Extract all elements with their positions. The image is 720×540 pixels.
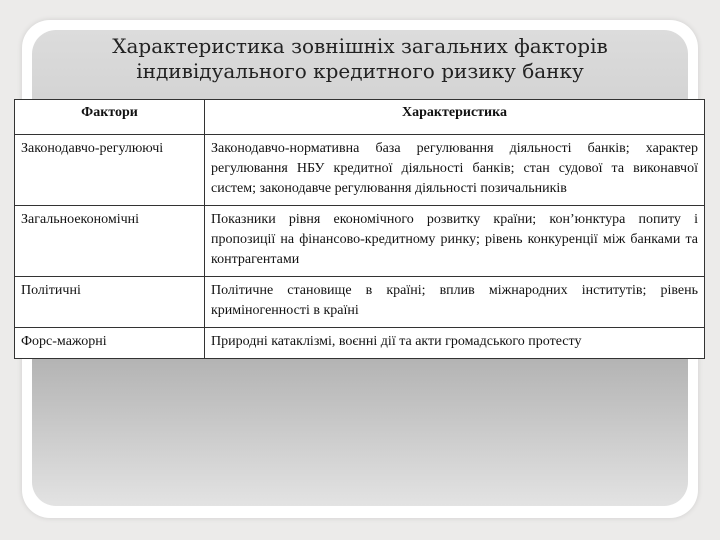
title-line-1: Характеристика зовнішніх загальних факторів [112,34,608,58]
header-characteristic: Характеристика [205,100,705,135]
description-cell: Природні катаклізмі, воєнні дії та акти громадського протесту [205,328,705,359]
table-row [15,135,705,206]
factors-table [14,99,705,359]
factor-cell: Законодавчо-регулюючі [15,135,205,206]
description-cell: Законодавчо-нормативна база регулювання діяльності банків; характер регулювання НБУ кредитної діяльності банків; стан судової та виконавчої систем; законодавче регулювання діяльності позичальників [205,135,705,206]
factor-cell: Політичні [15,277,205,328]
factor-cell: Загальноекономічні [15,206,205,277]
factors-table-container [14,99,704,359]
header-factors: Фактори [15,100,205,135]
description-cell: Показники рівня економічного розвитку країни; кон’юнктура попиту і пропозиції на фінансово-кредитному ринку; рівень конкуренції між банками та контрагентами [205,206,705,277]
table-row [15,206,705,277]
factor-cell: Форс-мажорні [15,328,205,359]
table-header-row [15,100,705,135]
table-row [15,328,705,359]
page-title [60,34,660,84]
title-line-2: індивідуального кредитного ризику банку [136,59,584,83]
description-cell: Політичне становище в країні; вплив міжнародних інститутів; рівень криміногенності в країні [205,277,705,328]
table-row [15,277,705,328]
